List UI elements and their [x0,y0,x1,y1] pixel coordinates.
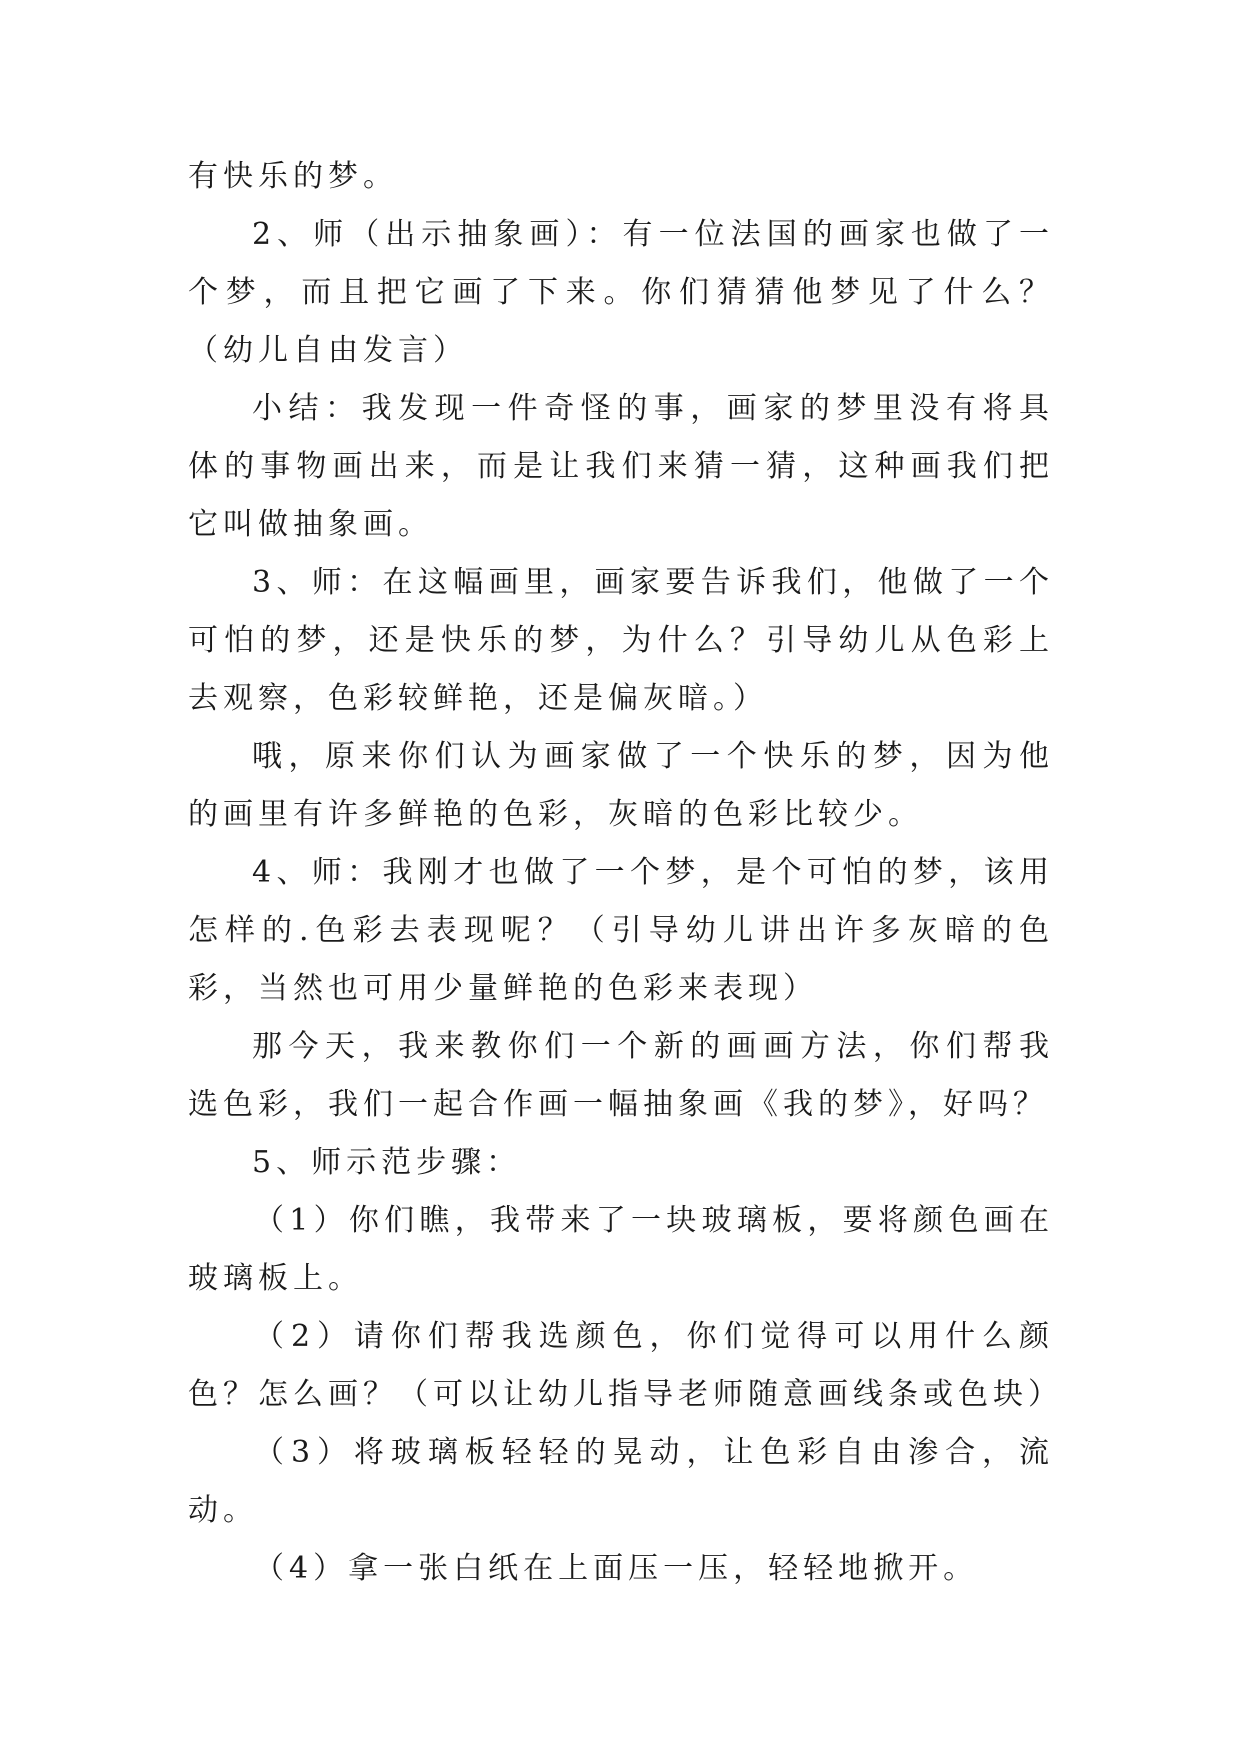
paragraph-1: 有快乐的梦。 [188,159,398,194]
paragraph-6: 4、师：我刚才也做了一个梦，是个可怕的梦，该用怎样的.色彩去表现呢？（引导幼儿讲出许多灰暗的色彩，当然也可用少量鲜艳的色彩来表现） [188,855,1054,1006]
paragraph-8: 5、师示范步骤： [252,1145,522,1180]
paragraph-11: （3）将玻璃板轻轻的晃动，让色彩自由渗合，流动。 [188,1435,1054,1528]
paragraph-10: （2）请你们帮我选颜色，你们觉得可以用什么颜色？怎么画？（可以让幼儿指导老师随意画线条或色块） [188,1319,1063,1412]
paragraph-5: 哦，原来你们认为画家做了一个快乐的梦，因为他的画里有许多鲜艳的色彩，灰暗的色彩比较少。 [188,739,1054,832]
document-body [188,148,1063,1598]
paragraph-9: （1）你们瞧，我带来了一块玻璃板，要将颜色画在玻璃板上。 [188,1203,1054,1296]
paragraph-2: 2、师（出示抽象画）：有一位法国的画家也做了一个梦，而且把它画了下来。你们猜猜他梦见了什么？（幼儿自由发言） [188,217,1054,368]
paragraph-7: 那今天，我来教你们一个新的画画方法，你们帮我选色彩，我们一起合作画一幅抽象画《我的梦》，好吗？ [188,1029,1054,1122]
paragraph-4: 3、师：在这幅画里，画家要告诉我们，他做了一个可怕的梦，还是快乐的梦，为什么？引导幼儿从色彩上去观察，色彩较鲜艳，还是偏灰暗。） [188,565,1054,716]
paragraph-3: 小结：我发现一件奇怪的事，画家的梦里没有将具体的事物画出来，而是让我们来猜一猜，这种画我们把它叫做抽象画。 [188,391,1054,542]
paragraph-12: （4）拿一张白纸在上面压一压，轻轻地掀开。 [254,1551,979,1586]
